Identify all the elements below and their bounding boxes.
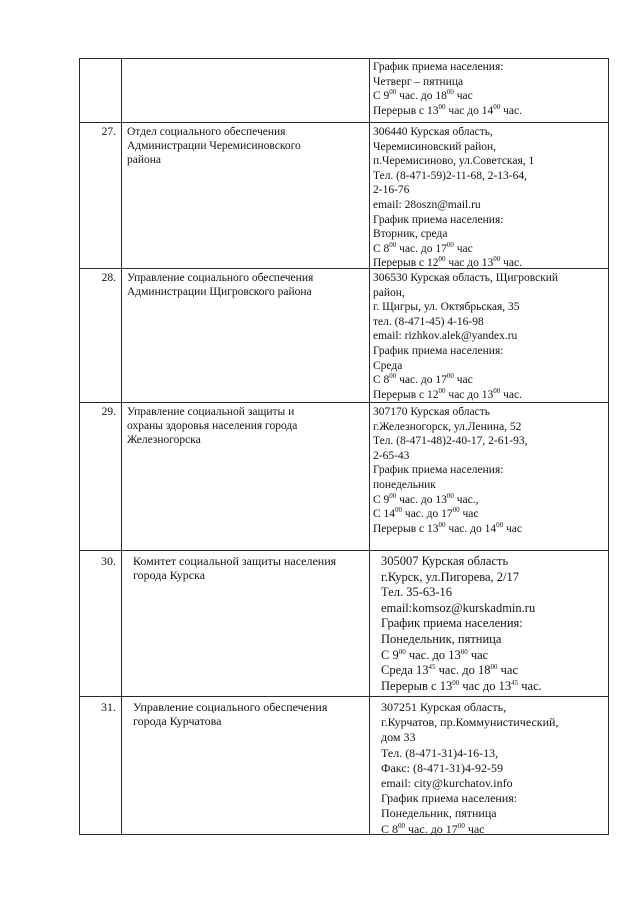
schedule-title: График приема населения: [373, 61, 504, 73]
text-line: г.Курчатов, пр.Коммунистический, [381, 715, 559, 730]
text-line: Тел. (8-471-31)4-16-13, [381, 745, 499, 760]
text-line: Среда 13 [381, 663, 429, 678]
text-line: Администрации Щигровского района [127, 286, 312, 298]
text-line: Тел. (8-471-59)2-11-68, 2-13-64, [373, 169, 528, 182]
text-line: 305007 Курская область [381, 554, 509, 568]
time-superscript: 00 [493, 386, 501, 395]
text-line: час. [500, 104, 522, 117]
time-superscript: 00 [446, 491, 454, 500]
email-text: email:komsoz@kurskadmin.ru [381, 600, 536, 615]
time-superscript: 00 [438, 386, 446, 395]
time-superscript: 00 [389, 491, 397, 500]
time-superscript: 45 [511, 678, 519, 687]
text-line: Факс: (8-471-31)4-92-59 [381, 760, 503, 775]
time-superscript: 00 [452, 678, 460, 687]
text-line: С 8 [381, 821, 399, 836]
text-line: час до 13 [459, 678, 512, 693]
text-line: Перерыв с 13 [373, 522, 439, 535]
schedule-break [373, 522, 599, 537]
time-superscript: 00 [490, 663, 498, 672]
row-number: 31. [101, 700, 116, 714]
text-line: час [503, 522, 522, 535]
time-superscript: 00 [452, 506, 460, 515]
text-line: С 9 [373, 90, 390, 103]
schedule-hours [381, 822, 607, 837]
text-line: Понедельник, пятница [381, 806, 497, 821]
text-line: График приема населения: [381, 791, 518, 806]
text-line: час. [518, 678, 542, 693]
schedule-hours [373, 507, 599, 522]
text-line: охраны здоровья населения города [127, 420, 298, 432]
text-line: Перерыв с 13 [381, 678, 453, 693]
address-cell [381, 554, 607, 694]
text-line: С 9 [381, 647, 399, 662]
schedule-hours [381, 648, 607, 664]
text-line: час. [500, 257, 522, 270]
schedule-days: Четверг – пятница [373, 75, 464, 88]
text-line: С 9 [373, 493, 390, 506]
text-line: Среда [373, 359, 403, 372]
text-line: График приема населения: [373, 464, 504, 477]
text-line: Администрации Черемисиновского [127, 140, 301, 152]
table-column-divider [369, 58, 370, 835]
address-cell [373, 60, 599, 118]
text-line: г. Щигры, ул. Октябрьская, 35 [373, 301, 520, 314]
email-text: email: city@kurchatov.info [381, 776, 513, 791]
text-line: час., [453, 493, 479, 506]
row-number: 28. [101, 272, 116, 284]
text-line: С 14 [373, 508, 396, 521]
table-row-divider [79, 550, 609, 551]
address-cell [373, 125, 599, 271]
table-border-right [608, 58, 609, 835]
text-line: Черемисиновский район, [373, 140, 497, 153]
time-superscript: 00 [493, 255, 501, 264]
table-border-left [79, 58, 80, 835]
schedule-hours [381, 663, 607, 679]
time-superscript: 45 [428, 663, 436, 672]
time-superscript: 00 [457, 821, 465, 830]
text-line: Отдел социального обеспечения [127, 126, 286, 138]
text-line: час. до 18 [396, 90, 447, 103]
table-row-divider [79, 696, 609, 697]
organization-name [127, 271, 363, 299]
time-superscript: 00 [389, 240, 397, 249]
text-line: 2-65-43 [373, 449, 410, 462]
text-line: района [127, 154, 162, 166]
table-row-divider [79, 58, 609, 59]
address-cell [381, 700, 607, 837]
text-line: города Курчатова [133, 714, 222, 728]
text-line: час. до 18 [435, 663, 491, 678]
time-superscript: 00 [438, 520, 446, 529]
text-line: 306530 Курская область, Щигровский [373, 272, 559, 284]
text-line: С 8 [373, 242, 390, 255]
text-line: Перерыв с 12 [373, 388, 439, 401]
text-line: час [497, 663, 519, 678]
schedule-hours [373, 242, 599, 257]
text-line: час. до 13 [405, 647, 461, 662]
text-line: час. до 13 [396, 493, 447, 506]
text-line: час [453, 374, 473, 387]
address-cell [373, 271, 599, 402]
text-line: час. до 17 [405, 821, 458, 836]
email-text: email: rizhkov.alek@yandex.ru [373, 330, 518, 343]
text-line: понедельник [373, 478, 436, 491]
time-superscript: 00 [438, 102, 446, 111]
organization-name [127, 125, 363, 167]
text-line: Перерыв с 13 [373, 104, 439, 117]
schedule-hours [373, 89, 599, 104]
row-number: 27. [101, 126, 116, 138]
time-superscript: 00 [395, 506, 403, 515]
row-number: 29. [101, 406, 116, 418]
email-text: email: 28oszn@mail.ru [373, 198, 481, 211]
time-superscript: 00 [496, 520, 504, 529]
table-row-divider [79, 122, 609, 123]
text-line: район, [373, 286, 405, 299]
organization-name [127, 405, 363, 447]
text-line: г.Курск, ул.Пигорева, 2/17 [381, 569, 520, 584]
time-superscript: 00 [446, 372, 454, 381]
schedule-break [373, 388, 599, 403]
text-line: 307251 Курская область, [381, 700, 507, 714]
text-line: Комитет социальной защиты населения [133, 554, 337, 568]
time-superscript: 00 [389, 88, 397, 97]
text-line: час. до 17 [402, 508, 453, 521]
text-line: График приема населения: [373, 213, 504, 226]
table-column-divider [121, 58, 122, 835]
text-line: час. до 14 [445, 522, 497, 535]
text-line: График приема населения: [381, 616, 523, 631]
text-line: Управление социальной защиты и [127, 406, 295, 418]
text-line: 306440 Курская область, [373, 126, 493, 138]
text-line: час. до 17 [396, 242, 447, 255]
text-line: С 8 [373, 374, 390, 387]
text-line: час [453, 242, 473, 255]
schedule-hours [373, 373, 599, 388]
schedule-break [373, 104, 599, 119]
text-line: час [467, 647, 489, 662]
text-line: час до 14 [445, 104, 494, 117]
text-line: дом 33 [381, 730, 416, 745]
text-line: Управление социального обеспечения [133, 700, 328, 714]
text-line: тел. (8-471-45) 4-16-98 [373, 315, 484, 328]
schedule-break [373, 256, 599, 271]
time-superscript: 00 [460, 647, 468, 656]
text-line: час до 13 [445, 388, 494, 401]
text-line: п.Черемисиново, ул.Советская, 1 [373, 155, 535, 168]
text-line: Тел. (8-471-48)2-40-17, 2-61-93, [373, 435, 528, 448]
time-superscript: 00 [446, 88, 454, 97]
text-line: Железногорска [127, 434, 201, 446]
row-number: 30. [101, 554, 116, 568]
organization-name [133, 554, 369, 582]
text-line: час [464, 821, 485, 836]
text-line: час [459, 508, 479, 521]
text-line: Тел. 35-63-16 [381, 585, 453, 600]
text-line: час. до 17 [396, 374, 447, 387]
text-line: Перерыв с 12 [373, 257, 439, 270]
time-superscript: 00 [493, 102, 501, 111]
organization-name [133, 700, 369, 728]
text-line: 2-16-76 [373, 184, 410, 197]
schedule-break [381, 679, 607, 695]
text-line: час [453, 90, 473, 103]
text-line: 307170 Курская область [373, 406, 490, 418]
text-line: города Курска [133, 568, 206, 582]
schedule-hours [373, 493, 599, 508]
time-superscript: 00 [398, 821, 406, 830]
text-line: Управление социального обеспечения [127, 272, 314, 284]
text-line: Вторник, среда [373, 228, 448, 241]
time-superscript: 00 [398, 647, 406, 656]
address-cell [373, 405, 599, 536]
text-line: г.Железногорск, ул.Ленина, 52 [373, 420, 522, 433]
time-superscript: 00 [438, 255, 446, 264]
time-superscript: 00 [446, 240, 454, 249]
time-superscript: 00 [389, 372, 397, 381]
text-line: Понедельник, пятница [381, 631, 502, 646]
text-line: час до 13 [445, 257, 494, 270]
text-line: час. [500, 388, 522, 401]
text-line: График приема населения: [373, 344, 504, 357]
